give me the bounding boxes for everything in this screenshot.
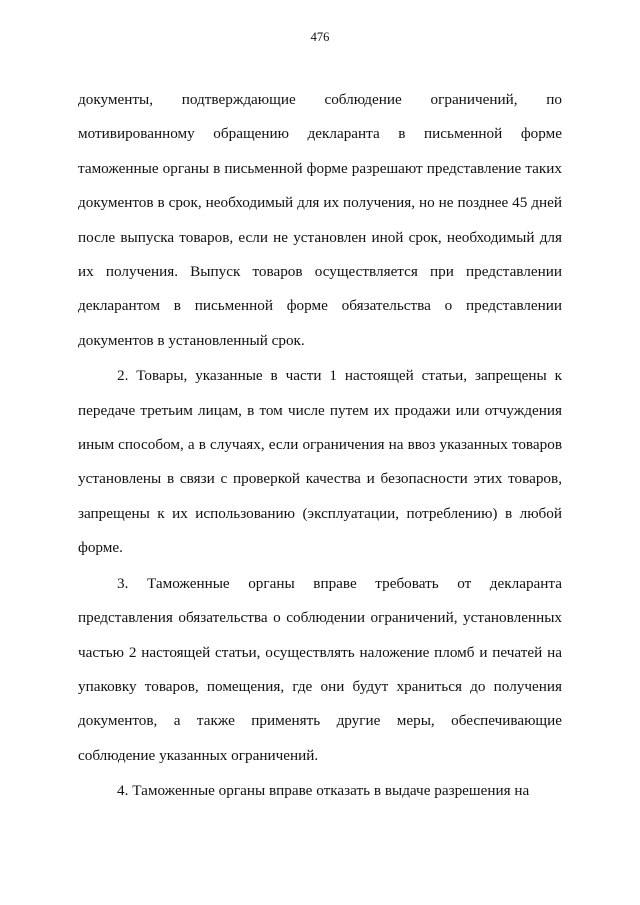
paragraph-2: 2. Товары, указанные в части 1 настоящей статьи, запрещены к передаче третьим лицам, в том числе путем их продажи или отчуждения иным способом, а в случаях, если ограничения на ввоз указанных товаров установлены в связи с проверкой качества и безопасности этих товаров, запрещены к их использованию (эксплуатации, потреблению) в любой форме.	[78, 367, 562, 557]
body-text	[78, 83, 562, 809]
paragraph-3: 3. Таможенные органы вправе требовать от декларанта представления обязательства о соблюдении ограничений, установленных частью 2 настоящей статьи, осуществлять наложение пломб и печатей на упаковку товаров, помещения, где они будут храниться до получения документов, а также применять другие меры, обеспечивающие соблюдение указанных ограничений.	[78, 574, 562, 764]
paragraph-4: 4. Таможенные органы вправе отказать в выдаче разрешения на	[117, 782, 530, 800]
page-number: 476	[310, 30, 330, 44]
paragraph-continuation: документы, подтверждающие соблюдение ограничений, по мотивированному обращению декларанта в письменной форме таможенные органы в письменной форме разрешают представление таких документов в срок, необходимый для их получения, но не позднее 45 дней после выпуска товаров, если не установлен иной срок, необходимый для их получения. Выпуск товаров осуществляется при представлении декларантом в письменной форме обязательства о представлении документов в установленный срок.	[78, 91, 562, 349]
